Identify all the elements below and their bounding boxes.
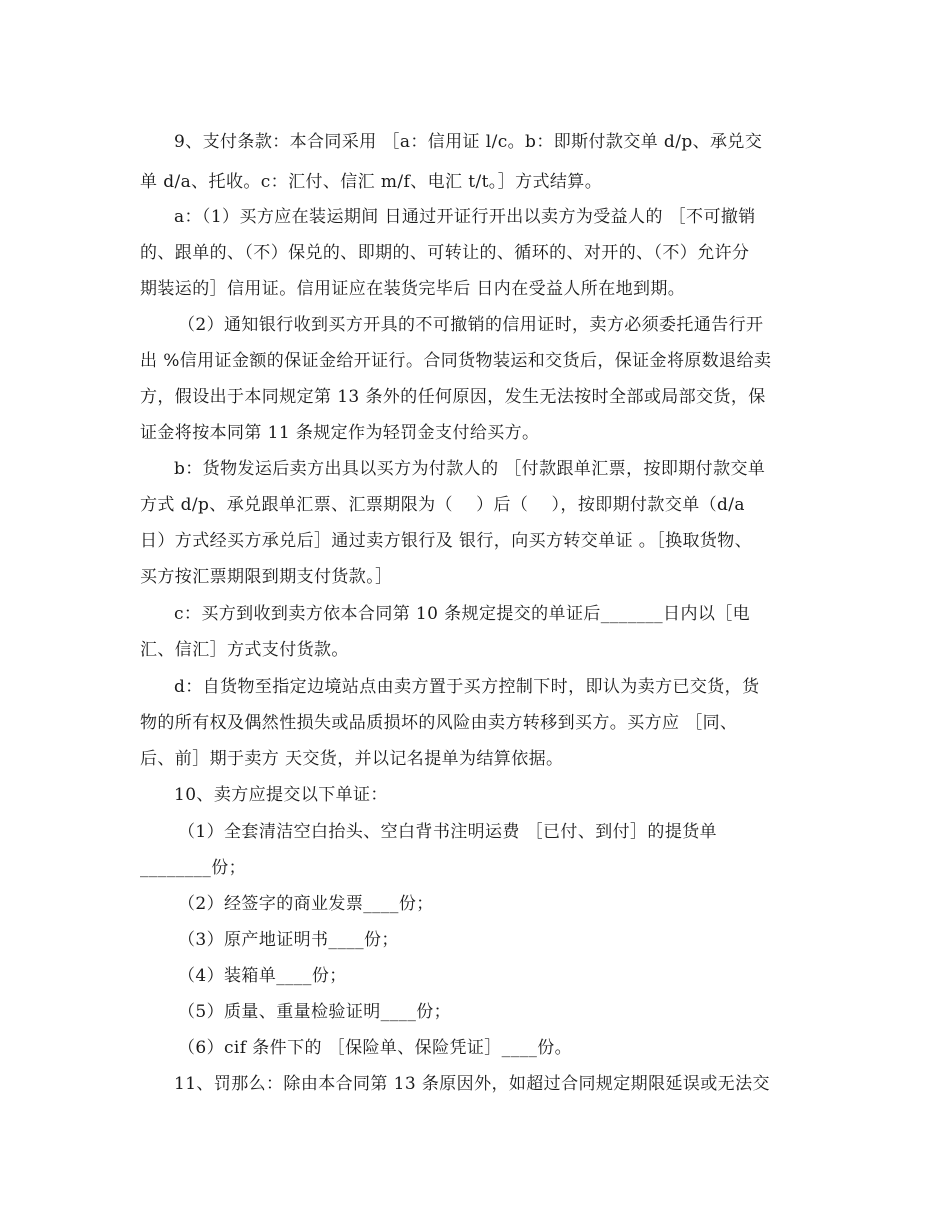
clause-9b-line-1: b：货物发运后卖方出具以买方为付款人的 ［付款跟单汇票，按即期付款交单 (174, 459, 766, 479)
clause-9a2-line-4: 证金将按本同第 11 条规定作为轻罚金支付给买方。 (140, 423, 540, 443)
clause-9c-line-1: c：买方到收到卖方依本合同第 10 条规定提交的单证后_______日内以［电 (174, 604, 751, 624)
clause-11-line-1: 11、罚那么：除由本合同第 13 条原因外，如超过合同规定期限延误或无法交 (174, 1074, 770, 1094)
clause-10-item-1-line-2: ________份； (140, 858, 246, 878)
clause-9b-line-3: 日）方式经买方承兑后］通过卖方银行及 银行，向买方转交单证 。［换取货物、 (140, 531, 753, 551)
clause-10-item-2: （2）经签字的商业发票____份； (178, 894, 434, 914)
clause-9d-line-2: 物的所有权及偶然性损失或品质损坏的风险由卖方转移到买方。买方应 ［同、 (140, 713, 738, 733)
clause-9a-line-2: 的、跟单的、（不）保兑的、即期的、可转让的、循环的、对开的、（不）允许分 (140, 243, 750, 263)
clause-9c-line-2: 汇、信汇］方式支付货款。 (140, 640, 349, 660)
clause-9a2-line-1: （2）通知银行收到买方开具的不可撤销的信用证时，卖方必须委托通告行开 (178, 315, 764, 335)
clause-9d-line-3: 后、前］期于卖方 天交货，并以记名提单为结算依据。 (140, 749, 564, 769)
clause-10-item-3: （3）原产地证明书____份； (178, 930, 399, 950)
clause-9b-line-2: 方式 d/p、承兑跟单汇票、汇票期限为（ ）后（ ），按即期付款交单（d/a (140, 495, 745, 515)
clause-9a2-line-2: 出 %信用证金额的保证金给开证行。合同货物装运和交货后，保证金将原数退给卖 (140, 351, 772, 371)
clause-10-item-4: （4）装箱单____份； (178, 966, 347, 986)
clause-9b-line-4: 买方按汇票期限到期支付货款。］ (140, 567, 393, 587)
clause-9a2-line-3: 方，假设出于本同规定第 13 条外的任何原因，发生无法按时全部或局部交货，保 (140, 387, 766, 407)
clause-10-item-6: （6）cif 条件下的 ［保险单、保险凭证］____份。 (178, 1038, 573, 1058)
clause-10-item-1-line-1: （1）全套清洁空白抬头、空白背书注明运费 ［已付、到付］的提货单 (178, 822, 718, 842)
clause-9a-line-1: a：（1）买方应在装运期间 日通过开证行开出以卖方为受益人的 ［不可撤销 (174, 207, 756, 227)
clause-9a-line-3: 期装运的］信用证。信用证应在装货完毕后 日内在受益人所在地到期。 (140, 279, 686, 299)
clause-9d-line-1: d：自货物至指定边境站点由卖方置于买方控制下时，即认为卖方已交货，货 (174, 677, 760, 697)
clause-9-line-2: 单 d/a、托收。c：汇付、信汇 m/f、电汇 t/t。］方式结算。 (140, 172, 603, 192)
clause-10-item-5: （5）质量、重量检验证明____份； (178, 1002, 452, 1022)
clause-10-heading: 10、卖方应提交以下单证： (174, 785, 388, 805)
clause-9-line-1: 9、支付条款：本合同采用 ［a：信用证 l/c。b：即斯付款交单 d/p、承兑交 (174, 132, 763, 152)
